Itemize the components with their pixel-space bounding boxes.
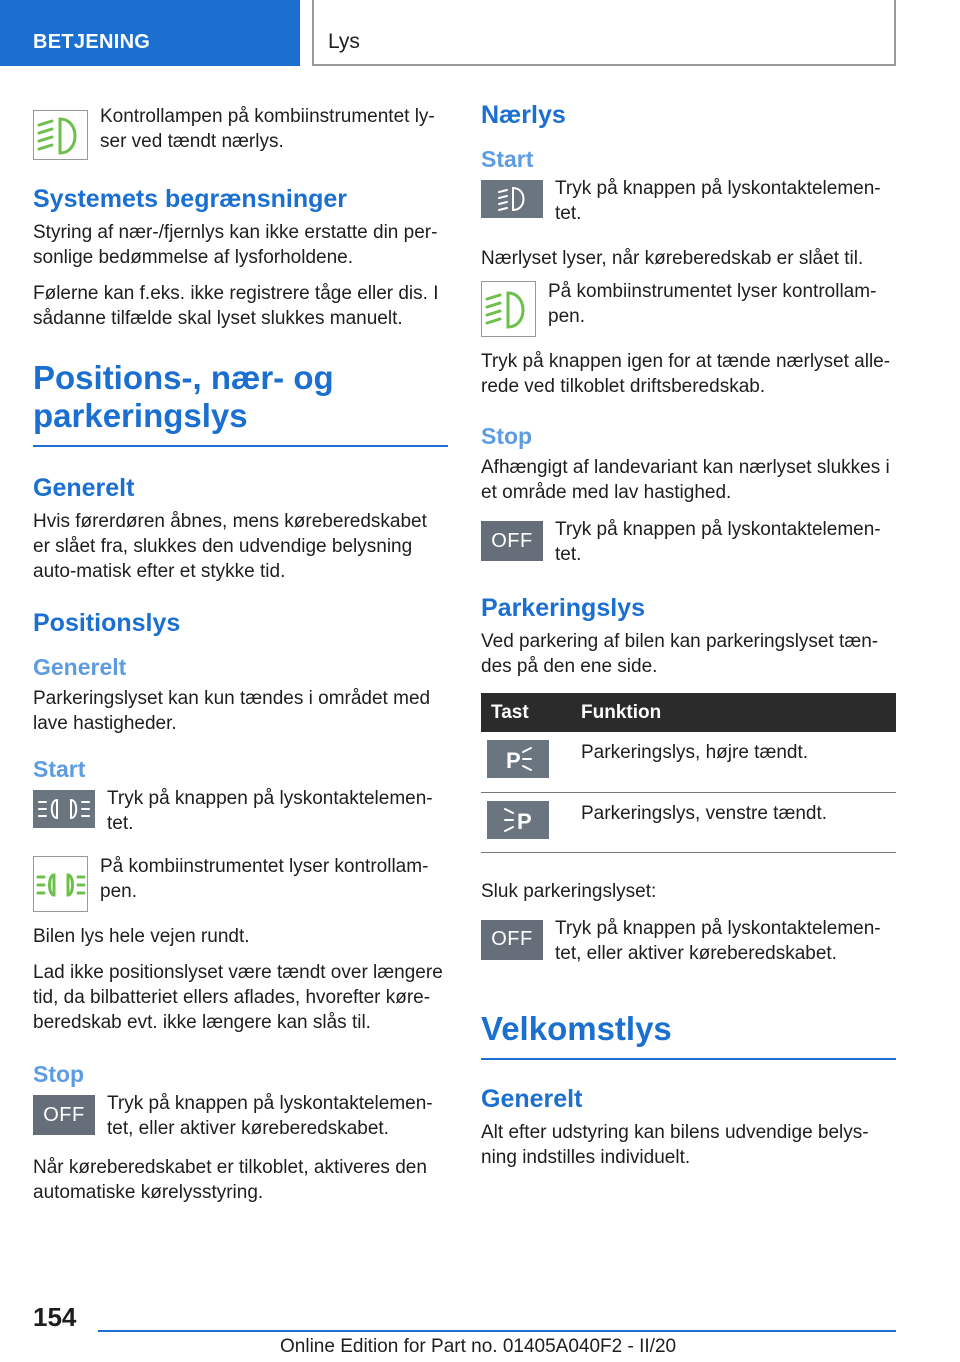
header-section-tab <box>0 0 300 66</box>
header-section-label: BETJENING <box>33 31 151 53</box>
low-beam-p2: Tryk på knappen igen for at tænde nærlyset alle-rede ved tilkoblet driftsberedskab. <box>481 351 891 397</box>
table-row <box>481 732 896 792</box>
svg-text:P: P <box>506 748 521 773</box>
header-topic-tab <box>312 0 896 66</box>
parking-text: Ved parkering af bilen kan parkeringslyset tæn-des på den ene side. <box>481 631 879 677</box>
parking-table <box>481 693 896 853</box>
position-general-text: Parkeringslyset kan kun tændes i området med lave hastigheder. <box>33 688 431 734</box>
table-row <box>481 792 896 852</box>
position-p3: Når køreberedskabet er tilkoblet, aktiveres den automatiske kørelysstyring. <box>33 1157 427 1203</box>
table-cell-function: Parkeringslys, højre tændt. <box>581 732 896 792</box>
low-beam-stop-text: Tryk på knappen på lyskontaktelemen-tet. <box>555 519 881 565</box>
parking-left-button-icon <box>487 801 549 839</box>
low-beam-stop-title: Stop <box>481 423 533 449</box>
right-column <box>481 100 896 1181</box>
low-beam-title: Nærlys <box>481 101 566 129</box>
low-beam-button-icon <box>481 180 543 218</box>
footer-divider <box>98 1330 896 1332</box>
page-number: 154 <box>33 1302 77 1332</box>
low-beam-start-text: Tryk på knappen på lyskontaktelemen-tet. <box>555 178 881 224</box>
off-button-icon-2: OFF <box>481 521 543 561</box>
table-cell-function: Parkeringslys, venstre tændt. <box>581 792 896 852</box>
parking-right-button-icon <box>487 740 549 778</box>
limits-title: Systemets begrænsninger <box>33 185 347 213</box>
position-lights-title: Positionslys <box>33 609 181 637</box>
chapter-title-lights: Positions-, nær- og parkeringslys <box>33 359 448 447</box>
position-general-title: Generelt <box>33 654 127 680</box>
position-light-button-icon <box>33 790 95 828</box>
table-header-function: Funktion <box>581 693 896 732</box>
low-beam-indicator-icon-2 <box>481 281 536 337</box>
low-beam-start-title: Start <box>481 146 534 172</box>
limits-p2: Følerne kan f.eks. ikke registrere tåge eller dis. I sådanne tilfælde skal lyset slukkes manuelt. <box>33 283 439 329</box>
off-button-icon: OFF <box>33 1095 95 1135</box>
chapter-title-welcome: Velkomstlys <box>481 1010 896 1060</box>
position-start-text: Tryk på knappen på lyskontaktelemen-tet. <box>107 788 433 834</box>
header-topic-label: Lys <box>328 30 360 53</box>
parking-title: Parkeringslys <box>481 594 645 622</box>
svg-text:P: P <box>517 808 532 834</box>
low-beam-stop-p: Afhængigt af landevariant kan nærlyset slukkes i et område med lav hastighed. <box>481 457 890 503</box>
position-start-title: Start <box>33 756 86 782</box>
position-indicator-icon <box>33 856 88 912</box>
table-header-key: Tast <box>481 693 581 732</box>
left-column <box>33 96 448 1216</box>
welcome-general-text: Alt efter udstyring kan bilens udvendige belys-ning indstilles individuelt. <box>481 1121 869 1168</box>
low-beam-indicator-icon <box>33 110 88 160</box>
position-stop-text: Tryk på knappen på lyskontaktelemen-tet, eller aktiver køreberedskabet. <box>107 1093 433 1139</box>
position-p2: Lad ikke positionslyset være tændt over længere tid, da bilbatteriet ellers aflades, hvorefter køre-beredskab evt. ikke længere kan slås til. <box>33 962 443 1033</box>
limits-p1: Styring af nær-/fjernlys kan ikke erstatte din per-sonlige bedømmelse af lysforholdene. <box>33 222 438 268</box>
parking-off-intro: Sluk parkeringslyset: <box>481 880 657 902</box>
intro-text: Kontrollampen på kombiinstrumentet ly-ser ved tændt nærlys. <box>100 106 435 152</box>
welcome-general-title: Generelt <box>481 1084 583 1113</box>
low-beam-p1: Nærlyset lyser, når køreberedskab er slået til. <box>481 248 864 269</box>
low-beam-indicator-text: På kombiinstrumentet lyser kontrollam-pen. <box>548 281 877 327</box>
position-indicator-text: På kombiinstrumentet lyser kontrollam-pen. <box>100 856 429 902</box>
general-text: Hvis førerdøren åbnes, mens køreberedskabet er slået fra, slukkes den udvendige belysning auto-matisk efter et stykke tid. <box>33 511 427 582</box>
position-p1: Bilen lys hele vejen rundt. <box>33 926 250 947</box>
general-title: Generelt <box>33 474 135 502</box>
parking-off-text: Tryk på knappen på lyskontaktelemen-tet, eller aktiver køreberedskabet. <box>555 917 881 964</box>
off-button-icon-3: OFF <box>481 920 543 960</box>
footer-edition: Online Edition for Part no. 01405A040F2 - II/20 <box>280 1336 677 1357</box>
position-stop-title: Stop <box>33 1061 85 1087</box>
